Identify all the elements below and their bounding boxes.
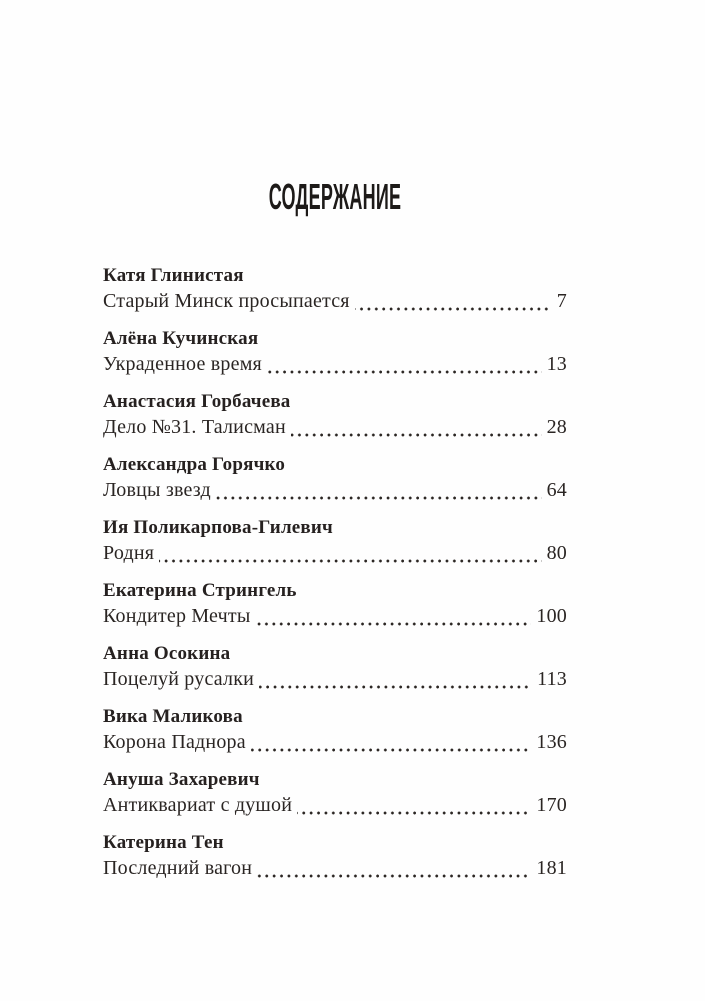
dot-leader bbox=[257, 874, 531, 878]
toc-entry bbox=[103, 767, 567, 819]
entry-title: Старый Минск просыпается bbox=[103, 290, 350, 312]
dot-leader bbox=[297, 811, 531, 815]
author-name: Ануша Захаревич bbox=[103, 769, 260, 790]
dot-leader bbox=[355, 307, 552, 311]
entry-title: Поцелуй русалки bbox=[103, 668, 255, 690]
title-row bbox=[103, 855, 567, 882]
title-row bbox=[103, 288, 567, 315]
entry-title: Последний вагон bbox=[103, 857, 253, 879]
title-row bbox=[103, 792, 567, 819]
entry-title: Украденное время bbox=[103, 353, 262, 375]
author-name: Екатерина Стрингель bbox=[103, 580, 297, 601]
page-number: 28 bbox=[546, 416, 567, 438]
title-row bbox=[103, 729, 567, 756]
page-number: 64 bbox=[546, 479, 567, 501]
author-name: Александра Горячко bbox=[103, 454, 286, 475]
author-name: Анастасия Горбачева bbox=[103, 391, 291, 412]
author-name: Ия Поликарпова-Гилевич bbox=[103, 517, 333, 538]
dot-leader bbox=[216, 496, 542, 500]
page-number: 170 bbox=[536, 794, 567, 816]
toc-entry bbox=[103, 389, 567, 441]
toc-entry bbox=[103, 704, 567, 756]
dot-leader bbox=[259, 685, 532, 689]
page-number: 181 bbox=[536, 857, 567, 879]
page-title: СОДЕРЖАНИЕ bbox=[268, 176, 402, 217]
author-name: Катя Глинистая bbox=[103, 265, 244, 286]
title-row bbox=[103, 540, 567, 567]
author-name: Анна Осокина bbox=[103, 643, 231, 664]
title-row bbox=[103, 666, 567, 693]
dot-leader bbox=[255, 622, 531, 626]
dot-leader bbox=[267, 370, 542, 374]
title-row bbox=[103, 414, 567, 441]
dot-leader bbox=[159, 559, 541, 563]
toc-entry bbox=[103, 515, 567, 567]
page-number: 80 bbox=[546, 542, 567, 564]
entry-title: Родня bbox=[103, 542, 155, 564]
toc-entry bbox=[103, 578, 567, 630]
page-number: 7 bbox=[556, 290, 567, 312]
entry-title: Дело №31. Талисман bbox=[103, 416, 286, 438]
page-number: 13 bbox=[546, 353, 567, 375]
toc-entry bbox=[103, 641, 567, 693]
entry-title: Ловцы звезд bbox=[103, 479, 211, 501]
entry-title: Антиквариат с душой bbox=[103, 794, 293, 816]
author-name: Вика Маликова bbox=[103, 706, 243, 727]
author-name: Алёна Кучинская bbox=[103, 328, 259, 349]
page-number: 100 bbox=[536, 605, 567, 627]
page-number: 113 bbox=[537, 668, 567, 690]
dot-leader bbox=[291, 433, 542, 437]
page-number: 136 bbox=[536, 731, 567, 753]
title-row bbox=[103, 477, 567, 504]
toc-content bbox=[103, 176, 567, 882]
title-row bbox=[103, 351, 567, 378]
entry-title: Корона Паднора bbox=[103, 731, 246, 753]
title-row bbox=[103, 603, 567, 630]
author-name: Катерина Тен bbox=[103, 832, 224, 853]
dot-leader bbox=[251, 748, 532, 752]
toc-entry bbox=[103, 326, 567, 378]
toc-entry bbox=[103, 452, 567, 504]
entry-title: Кондитер Мечты bbox=[103, 605, 251, 627]
toc-entry bbox=[103, 263, 567, 315]
toc-entry bbox=[103, 830, 567, 882]
